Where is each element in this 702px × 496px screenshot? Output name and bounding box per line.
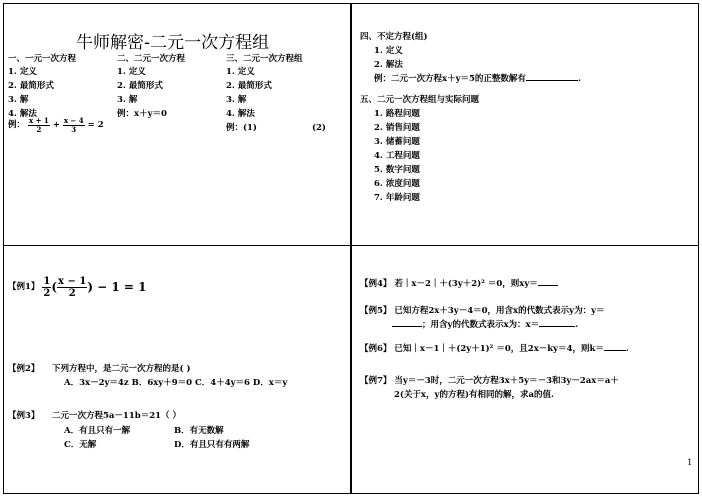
equation-rhs: = 2 [87,120,104,130]
example5-end: . [575,320,579,330]
answer-blank [538,285,558,286]
example4-text: 若｜x－2｜＋(3y＋2)² ＝0，则xy＝ [394,279,538,289]
fraction-denominator: 2 [43,288,51,299]
example3-option-d: D．有且只有有两解 [174,440,250,450]
open-paren: ( [51,280,58,294]
example4 [360,279,558,290]
col3-item: 3. 解 [226,95,247,105]
col2-heading: 二、二元一次方程 [117,54,186,64]
example-label: 【例2】 [8,364,40,374]
section5-item: 2. 销售问题 [374,123,420,133]
col2-item: 2. 最简形式 [117,81,163,91]
col3-example-left: 例：(1) [226,123,257,133]
example6-end: . [625,344,629,354]
example-label: 【例7】 [360,376,392,386]
fraction [28,117,50,134]
fraction [57,276,87,299]
col1-item: 2. 最简形式 [8,81,54,91]
fraction [42,276,51,299]
fraction-denominator: 2 [36,125,42,134]
example-prefix: 例： [8,120,26,130]
example-label: 【例3】 [8,411,40,421]
example7-line2: 2(关于x，y的方程)有相同的解，求a的值. [394,390,554,400]
section5-item: 6. 浓度问题 [374,179,420,189]
example-label: 【例6】 [360,344,392,354]
fraction-numerator: 1 [43,276,51,287]
example5-text: ；用含y的代数式表示x为：x＝ [422,320,540,330]
section4-heading: 四、不定方程(组) [360,32,428,42]
example-label: 【例4】 [360,279,392,289]
col3-example-right: (2) [312,123,326,133]
section4-example [374,74,581,85]
col1-example [8,117,104,134]
equation-rest: ) − 1 = 1 [87,280,147,294]
example3-option-a: A．有且只有一解 [64,426,131,436]
page-number: 1 [687,458,693,468]
example5-line2 [392,320,578,331]
example1 [8,276,147,299]
col1-heading: 一、一元一次方程 [8,54,77,64]
col2-item: 1. 定义 [117,67,146,77]
example-label: 【例1】 [8,282,40,292]
section5-heading: 五、二元一次方程组与实际问题 [360,95,480,105]
answer-blank [526,80,578,81]
fraction-numerator: x − 1 [58,276,87,287]
col1-item: 1. 定义 [8,67,37,77]
example7-line1 [360,376,619,387]
center-divider [350,3,352,494]
example7-text: 当y＝－3时，二元一次方程3x＋5y＝－3和3y－2ax＝a＋ [394,376,619,386]
example6-text: 已知｜x－1｜＋(2y＋1)² ＝0，且2x－ky＝4，则k＝ [394,344,604,354]
section4-item: 2. 解法 [374,60,403,70]
section5-item: 7. 年龄问题 [374,193,420,203]
example5-line1 [360,306,605,317]
fraction-numerator: x + 1 [28,116,49,125]
col3-item: 4. 解法 [226,109,255,119]
section5-item: 5. 数字问题 [374,165,420,175]
fraction [63,117,85,134]
fraction-numerator: x − 4 [63,116,84,125]
example5-text: 已知方程2x＋3y－4＝0，用含x的代数式表示y为：y＝ [394,306,605,316]
example2-options: A．3x－2y＝4z B．6xy＋9＝0 C．4＋4y＝6 D．x＝y [64,378,288,388]
example3-question: 二元一次方程5a－11b＝21（ ） [52,411,181,421]
col2-example: 例：x＋y＝0 [117,109,167,119]
section5-item: 1. 路程问题 [374,109,420,119]
col3-item: 1. 定义 [226,67,255,77]
example3-option-b: B．有无数解 [174,426,224,436]
page-title: 牛师解密-二元一次方程组 [76,33,270,53]
section4-item: 1. 定义 [374,46,403,56]
section4-example-text: 例：二元一次方程x＋y＝5的正整数解有 [374,74,526,84]
section5-item: 4. 工程问题 [374,151,420,161]
fraction-denominator: 3 [71,125,77,134]
col2-item: 3. 解 [117,95,138,105]
col1-item: 3. 解 [8,95,29,105]
section4-example-end: . [577,74,581,84]
example3-option-c: C．无解 [64,440,97,450]
plus-sign: + [52,120,60,130]
answer-blank [539,326,575,327]
example2-question: 下列方程中，是二元一次方程的是( ) [52,364,191,374]
section5-item: 3. 储蓄问题 [374,137,420,147]
col3-heading: 三、二元一次方程组 [226,54,303,64]
middle-divider [3,245,699,246]
example6 [360,344,629,355]
col3-item: 2. 最简形式 [226,81,272,91]
answer-blank [604,350,626,351]
fraction-denominator: 2 [68,288,76,299]
answer-blank [392,326,422,327]
example-label: 【例5】 [360,306,392,316]
col1-item: 4. 解法 [8,109,37,119]
